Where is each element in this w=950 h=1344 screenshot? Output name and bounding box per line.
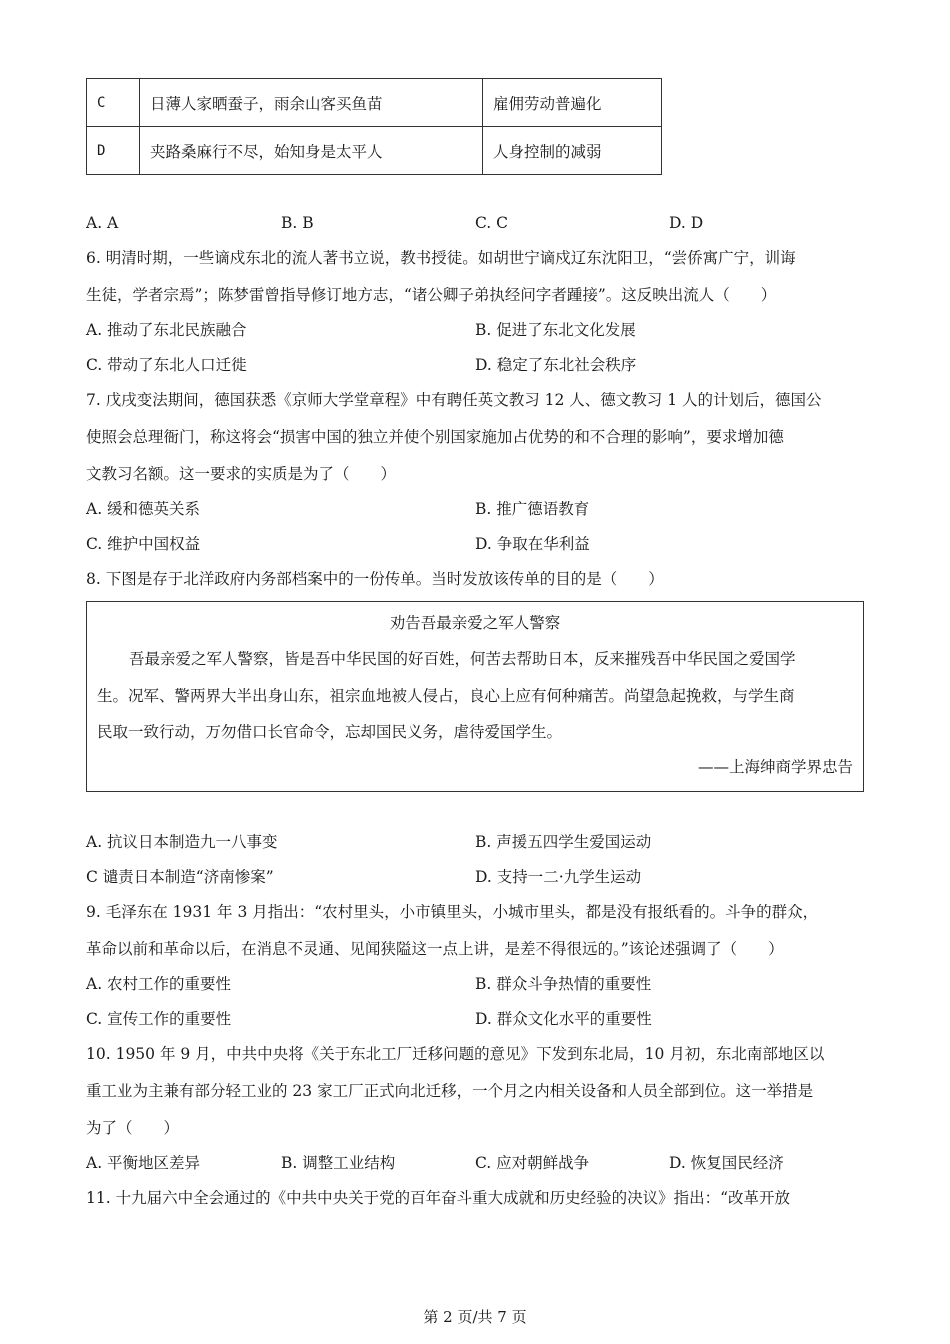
q11-stem-line: 11. 十九届六中全会通过的《中共中央关于党的百年奋斗重大成就和历史经验的决议》指出：“改革开放 [86,1189,791,1207]
q6-option-d: D. 稳定了东北社会秩序 [475,356,637,374]
q10-stem-line: 为了（ ） [86,1119,180,1137]
q10-stem-line: 重工业为主兼有部分轻工业的 23 家工厂正式向北迁移，一个月之内相关设备和人员全部到位。这一举措是 [86,1082,814,1100]
q7-option-d: D. 争取在华利益 [475,535,590,553]
table-cell-key: D [87,127,140,175]
leaflet-line: 民取一致行动，万勿借口长官命令，忘却国民义务，虐待爱国学生。 [97,723,563,741]
q8-option-a: A. 抗议日本制造九一八事变 [86,833,278,851]
q6-option-a: A. 推动了东北民族融合 [86,321,247,339]
q9-option-d: D. 群众文化水平的重要性 [475,1010,652,1028]
q10-stem-line: 10. 1950 年 9 月，中共中央将《关于东北工厂迁移问题的意见》下发到东北局，10 月初，东北南部地区以 [86,1045,825,1063]
answer-table [86,78,662,175]
q9-stem-line: 9. 毛泽东在 1931 年 3 月指出：“农村里头，小市镇里头，小城市里头，都是没有报纸看的。斗争的群众， [86,903,819,921]
q8-option-b: B. 声援五四学生爱国运动 [475,833,652,851]
q7-stem-line: 7. 戊戌变法期间，德国获悉《京师大学堂章程》中有聘任英文教习 12 人、德文教习 1 人的计划后，德国公 [86,391,822,409]
q7-option-c: C. 维护中国权益 [86,535,201,553]
leaflet-box [86,601,864,792]
q5-option-d: D. D [669,214,704,232]
q5-option-c: C. C [475,214,509,232]
q7-option-b: B. 推广德语教育 [475,500,590,518]
table-row [87,127,662,175]
q10-option-b: B. 调整工业结构 [281,1154,396,1172]
q8-stem: 8. 下图是存于北洋政府内务部档案中的一份传单。当时发放该传单的目的是（ ） [86,570,664,588]
q10-option-d: D. 恢复国民经济 [669,1154,784,1172]
q7-stem-line: 文教习名额。这一要求的实质是为了（ ） [86,465,397,483]
q6-stem-line: 6. 明清时期，一些谪戍东北的流人著书立说，教书授徒。如胡世宁谪戍辽东沈阳卫，“尝侨寓广宁，训诲 [86,249,796,267]
q8-option-c: C 谴责日本制造“济南惨案” [86,868,274,886]
q9-option-b: B. 群众斗争热情的重要性 [475,975,652,993]
table-cell-meaning: 人身控制的减弱 [483,127,662,175]
table-row [87,79,662,127]
q10-option-c: C. 应对朝鲜战争 [475,1154,590,1172]
q7-option-a: A. 缓和德英关系 [86,500,201,518]
q7-stem-line: 使照会总理衙门，称这将会“损害中国的独立并使个别国家施加占优势的和不合理的影响”，要求增加德 [86,428,784,446]
table-cell-phrase: 夹路桑麻行不尽，始知身是太平人 [140,127,483,175]
q8-option-d: D. 支持一二·九学生运动 [475,868,642,886]
q9-option-c: C. 宣传工作的重要性 [86,1010,232,1028]
table-cell-key: C [87,79,140,127]
leaflet-line: 吾最亲爱之军人警察，皆是吾中华民国的好百姓，何苦去帮助日本，反来摧残吾中华民国之爱国学 [129,650,796,668]
leaflet-signature: ——上海绅商学界忠告 [697,758,853,776]
q6-option-b: B. 促进了东北文化发展 [475,321,636,339]
q9-stem-line: 革命以前和革命以后，在消息不灵通、见闻狭隘这一点上讲，是差不得很远的。”该论述强调了（ ） [86,940,784,958]
table-cell-phrase: 日薄人家晒蚕子，雨余山客买鱼苗 [140,79,483,127]
leaflet-title: 劝告吾最亲爱之军人警察 [389,614,561,632]
q10-option-a: A. 平衡地区差异 [86,1154,201,1172]
q6-stem-line: 生徒，学者宗焉”；陈梦雷曾指导修订地方志，“诸公卿子弟执经问字者踵接”。这反映出流人（ ） [86,286,777,304]
q6-option-c: C. 带动了东北人口迁徙 [86,356,247,374]
q9-option-a: A. 农村工作的重要性 [86,975,232,993]
q5-option-a: A. A [86,214,119,232]
q5-option-b: B. B [281,214,314,232]
leaflet-line: 生。况军、警两界大半出身山东，祖宗血地被人侵占，良心上应有何种痛苦。尚望急起挽救，与学生商 [97,687,795,705]
table-cell-meaning: 雇佣劳动普遍化 [483,79,662,127]
page-number: 第 2 页/共 7 页 [423,1308,527,1326]
